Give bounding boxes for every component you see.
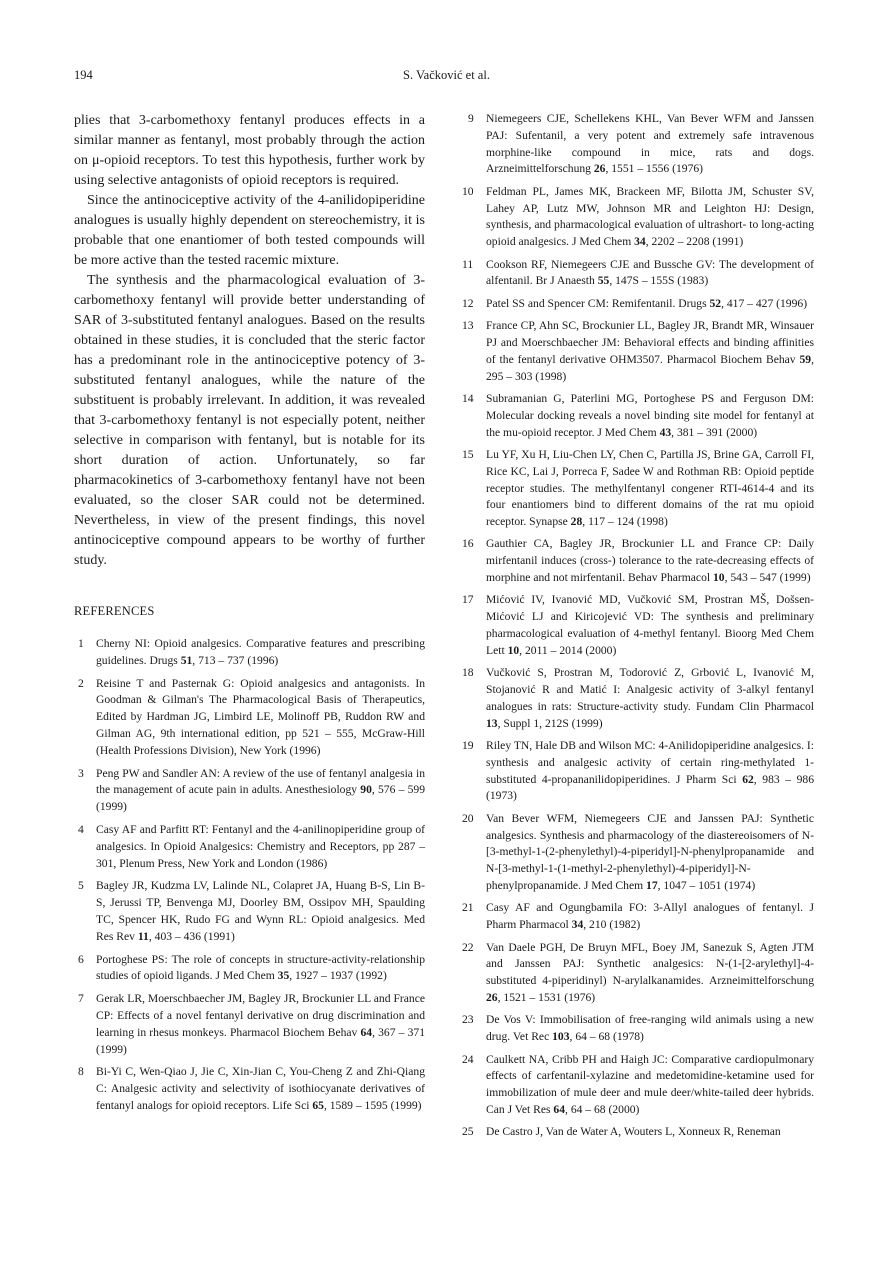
reference-text [486, 536, 814, 586]
reference-citation: Cherny NI: Opioid analgesics. Comparative features and prescribing guidelines. Drugs [96, 637, 425, 667]
reference-citation: Casy AF and Ogungbamila FO: 3-Allyl analogues of fentanyl. J Pharm Pharmacol [486, 901, 814, 932]
reference-item [462, 592, 814, 659]
reference-item [462, 1124, 814, 1141]
references-list-left [74, 636, 425, 1121]
reference-volume: 59 [799, 352, 812, 366]
reference-citation: Mićović IV, Ivanović MD, Vučković SM, Prostran MŠ, Došsen-Mićović LJ and Kiricojević VD: The synthesis and preliminary pharmacological evaluation of 4-methyl fentanyl. Bioorg Med Chem Lett [486, 593, 814, 657]
reference-pages: , 295 – 303 (1998) [486, 352, 814, 383]
reference-text [486, 811, 814, 895]
reference-citation: Reisine T and Pasternak G: Opioid analgesics and antagonists. In Goodman & Gilman's The Pharmacological Basis of Therapeutics, Edited by Hardman JG, Limbird LE, Molinoff PB, Ruddon RW and Gilman AG, 9th international edition, pp 521 – 555, McGraw-Hill (Health Professions Division), New York (1996) [96, 676, 425, 757]
reference-volume: 62 [742, 772, 754, 786]
reference-volume: 52 [709, 296, 722, 310]
reference-text [486, 391, 814, 441]
reference-item [462, 940, 814, 1007]
reference-number: 20 [462, 811, 474, 825]
reference-item [462, 184, 814, 251]
reference-volume: 26 [486, 990, 498, 1004]
reference-citation: Gerak LR, Moerschbaecher JM, Bagley JR, Brockunier LL and France CP: Effects of a novel fentanyl derivative on drug discrimination and learning in rhesus monkeys. Pharmacol Biochem Behav [96, 992, 425, 1039]
reference-volume: 51 [180, 653, 193, 667]
body-paragraph: Since the antinociceptive activity of the 4-anilidopiperidine analogues is usually highly dependent on stereochemistry, it is probable that one enantiomer of both tested compounds will be more active than the tested racemic mixture. [74, 193, 425, 268]
reference-number: 18 [462, 666, 474, 680]
body-paragraph: The synthesis and the pharmacological evaluation of 3-carbomethoxy fentanyl will provide better understanding of SAR of 3-substituted fentanyl analogues. Based on the results obtained in these studies, it is concluded that the steric factor has a predominant role in the antinociceptive potency of 3-substituted fentanyl analogues, while the nature of the substituent is probably irrelevant. In addition, it was revealed that 3-carbomethoxy fentanyl is not especially potent, neither selective in comparison with fentanyl, but is notable for its short duration of action. Unfortunately, so far pharmacokinetics of 3-carbomethoxy fentanyl have not been evaluated, so the closer SAR could not be determined. Nevertheless, in view of the present findings, this novel antinociceptive compound appears to be worthy of further study. [74, 273, 425, 568]
reference-volume: 11 [137, 929, 149, 943]
reference-citation: Van Bever WFM, Niemegeers CJE and Janssen PAJ: Synthetic analgesics. Synthesis and pharmacology of the diastereoisomers of N-[3-methyl-1-(2-phenylethyl)-4-piperidyl]-N-phenylpropanamide and N-[3-methyl-1-(1-methyl-2-phenylethyl)-4-piperidyl]-N-phenylpropanamide. J Med Chem [486, 811, 814, 892]
reference-number: 21 [462, 901, 474, 915]
reference-text [486, 738, 814, 805]
reference-pages: , 2202 – 2208 (1991) [645, 235, 744, 249]
reference-volume: 43 [659, 425, 672, 439]
reference-citation: France CP, Ahn SC, Brockunier LL, Bagley JR, Brandt MR, Winsauer PJ and Moerschbaecher JM: Behavioral effects and binding affinities of the fentanyl derivative OHM3507. Pharmacol Biochem Behav [486, 319, 814, 366]
reference-pages: , 403 – 436 (1991) [148, 929, 235, 943]
body-text [74, 111, 425, 571]
page-number: 194 [74, 68, 93, 82]
reference-text [486, 184, 814, 251]
reference-citation: Patel SS and Spencer CM: Remifentanil. Drugs [486, 296, 710, 310]
reference-text [486, 592, 814, 659]
reference-citation: Bi-Yi C, Wen-Qiao J, Jie C, Xin-Jian C, You-Cheng Z and Zhi-Qiang C: Analgesic activity and selectivity of isothiocyanate derivatives of fentanyl analogs for opioid receptors. Life Sci [96, 1065, 425, 1112]
reference-pages: , 1047 – 1051 (1974) [657, 879, 756, 892]
reference-text [486, 1052, 814, 1119]
reference-citation: De Castro J, Van de Water A, Wouters L, Xonneux R, Reneman [486, 1125, 781, 1139]
reference-item [462, 111, 814, 178]
reference-text [486, 296, 814, 313]
reference-number: 15 [462, 447, 474, 461]
reference-text [486, 1124, 814, 1141]
reference-volume: 35 [277, 969, 290, 983]
reference-pages: , 2011 – 2014 (2000) [519, 643, 617, 657]
reference-text [96, 822, 425, 872]
reference-volume: 64 [360, 1025, 373, 1039]
reference-item [74, 636, 425, 670]
reference-volume: 103 [552, 1030, 570, 1044]
reference-citation: Niemegeers CJE, Schellekens KHL, Van Bever WFM and Janssen PAJ: Sufentanil, a very potent and extremely safe intravenous morphine-like compound in mice, rats and dogs. Arzneimittelforschung [486, 112, 814, 176]
reference-text [486, 111, 814, 178]
reference-volume: 65 [312, 1098, 324, 1112]
reference-pages: , 64 – 68 (2000) [565, 1102, 640, 1116]
references-list-right [462, 111, 814, 1147]
reference-number: 17 [462, 593, 474, 607]
reference-citation: Van Daele PGH, De Bruyn MFL, Boey JM, Sanezuk S, Agten JTM and Janssen PAJ: Synthetic analgesics: N-(1-[2-arylethyl]-4-substituted 4-piperidinyl) N-arylalkanamides. Arzneimittelforschung [486, 940, 814, 988]
reference-item [74, 1064, 425, 1114]
reference-text [486, 900, 814, 934]
references-heading: REFERENCES [74, 604, 155, 618]
reference-volume: 13 [486, 716, 498, 730]
reference-item [462, 811, 814, 895]
reference-item [462, 665, 814, 732]
reference-citation: Vučković S, Prostran M, Todorović Z, Grbović L, Ivanović M, Stojanović R and Matić I: Analgesic activity of 3-alkyl fentanyl analogues in rats: Structure-activity study. Fundam Clin Pharmacol [486, 666, 814, 713]
reference-pages: , 1589 – 1595 (1999) [323, 1098, 422, 1112]
reference-citation: Peng PW and Sandler AN: A review of the use of fentanyl analgesia in the management of acute pain in adults. Anesthesiology [96, 766, 425, 797]
reference-volume: 17 [646, 879, 658, 892]
reference-citation: Cookson RF, Niemegeers CJE and Bussche GV: The development of alfentanil. Br J Anaesth [486, 257, 814, 288]
reference-pages: , 367 – 371 (1999) [96, 1025, 425, 1056]
reference-item [462, 296, 814, 313]
reference-text [96, 766, 425, 816]
reference-text [486, 257, 814, 291]
reference-pages: , Suppl 1, 212S (1999) [497, 716, 603, 730]
reference-item [462, 391, 814, 441]
reference-number: 13 [462, 319, 474, 333]
reference-number: 4 [78, 822, 84, 836]
reference-pages: , 117 – 124 (1998) [582, 515, 668, 529]
reference-volume: 10 [507, 643, 520, 657]
reference-citation: Portoghese PS: The role of concepts in structure-activity-relationship studies of opioid ligands. J Med Chem [96, 952, 425, 983]
reference-volume: 28 [570, 515, 583, 529]
reference-volume: 55 [597, 274, 610, 288]
reference-number: 23 [462, 1013, 474, 1027]
reference-number: 1 [78, 637, 84, 650]
reference-item [74, 822, 425, 872]
reference-text [96, 676, 425, 760]
reference-pages: , 1521 – 1531 (1976) [497, 990, 596, 1004]
reference-number: 12 [462, 296, 474, 310]
reference-number: 19 [462, 739, 474, 753]
reference-number: 24 [462, 1052, 474, 1066]
reference-volume: 34 [571, 918, 584, 932]
reference-text [486, 665, 814, 732]
reference-text [486, 447, 814, 531]
reference-number: 6 [78, 952, 84, 966]
reference-number: 25 [462, 1125, 474, 1139]
reference-number: 10 [462, 184, 474, 198]
reference-volume: 26 [593, 162, 606, 176]
reference-text [96, 878, 425, 945]
reference-text [96, 636, 425, 670]
reference-citation: Bagley JR, Kudzma LV, Lalinde NL, Colapret JA, Huang B-S, Lin B-S, Jerussi TP, Benvenga MJ, Doorley BM, Ossipov MH, Spaulding TC, Spencer HK, Rudo FG and Wynn RL: Opioid analgesics. Med Res Rev [96, 879, 425, 943]
reference-volume: 10 [712, 571, 725, 585]
reference-item [462, 257, 814, 291]
reference-item [74, 952, 425, 986]
reference-pages: , 543 – 547 (1999) [724, 571, 811, 585]
reference-number: 3 [78, 766, 84, 780]
reference-item [462, 1052, 814, 1119]
reference-item [462, 900, 814, 934]
reference-number: 14 [462, 391, 474, 405]
reference-item [462, 536, 814, 586]
reference-pages: , 381 – 391 (2000) [671, 425, 758, 439]
reference-citation: De Vos V: Immobilisation of free-ranging wild animals using a new drug. Vet Rec [486, 1013, 814, 1044]
reference-volume: 34 [634, 235, 646, 249]
reference-pages: , 576 – 599 (1999) [96, 783, 426, 814]
reference-item [74, 991, 425, 1058]
reference-volume: 90 [360, 783, 372, 797]
reference-volume: 64 [553, 1102, 566, 1116]
reference-number: 7 [78, 992, 84, 1006]
reference-pages: , 210 (1982) [583, 918, 641, 932]
reference-item [74, 878, 425, 945]
reference-citation: Feldman PL, James MK, Brackeen MF, Bilotta JM, Schuster SV, Lahey AP, Lutz MW, Johnson MR and Leighton HJ: Design, synthesis, and pharmacological evaluation of ultrashort- to long-acting opioid analgesics. J Med Chem [486, 184, 814, 249]
reference-citation: Subramanian G, Paterlini MG, Portoghese PS and Ferguson DM: Molecular docking reveals a novel binding site model for fentanyl at the mu-opioid receptor. J Med Chem [486, 391, 814, 439]
running-head: S. Vačković et al. [403, 68, 490, 82]
body-paragraph: plies that 3-carbomethoxy fentanyl produces effects in a similar manner as fentanyl, most probably through the action on μ-opioid receptors. To test this hypothesis, further work by using selective antagonists of opioid receptors is required. [74, 113, 425, 188]
reference-number: 22 [462, 940, 474, 954]
reference-citation: Lu YF, Xu H, Liu-Chen LY, Chen C, Partilla JS, Brine GA, Carroll FI, Rice KC, Lai J, Porreca F, Sadee W and Rothman RB: Opioid peptide receptor studies. The methylfentanyl congener RTI-4614-4 and its four enantiomers bind to different domains of the rat mu opioid receptor. Synapse [486, 447, 814, 529]
reference-pages: , 713 – 737 (1996) [192, 653, 279, 667]
reference-number: 5 [78, 879, 84, 893]
reference-number: 2 [78, 676, 84, 690]
reference-pages: , 983 – 986 (1973) [486, 772, 815, 803]
reference-item [462, 1012, 814, 1046]
reference-number: 11 [462, 257, 474, 271]
reference-item [74, 766, 425, 816]
reference-text [96, 952, 425, 986]
reference-number: 8 [78, 1065, 84, 1079]
reference-citation: Riley TN, Hale DB and Wilson MC: 4-Anilidopiperidine analgesics. I: synthesis and analgesic activity of certain ring-methylated 1-substituted 4-propananilidopiperidines. J Pharm Sci [486, 739, 814, 786]
reference-pages: , 1927 – 1937 (1992) [289, 969, 387, 983]
reference-text [96, 991, 425, 1058]
reference-citation: Casy AF and Parfitt RT: Fentanyl and the 4-anilinopiperidine group of analgesics. In Opioid Analgesics: Chemistry and Receptors, pp 287 – 301, Plenum Press, New York and London (1986) [96, 822, 425, 870]
reference-pages: , 1551 – 1556 (1976) [605, 162, 704, 176]
reference-citation: Caulkett NA, Cribb PH and Haigh JC: Comparative cardiopulmonary effects of carfentanil-xylazine and medetomidine-ketamine used for immobilization of mule deer and mule deer/white-tailed deer hybrids. Can J Vet Res [486, 1052, 814, 1116]
reference-citation: Gauthier CA, Bagley JR, Brockunier LL and France CP: Daily mirfentanil induces (cross-) tolerance to the rate-decreasing effects of morphine and not mirfentanil. Behav Pharmacol [486, 537, 814, 585]
reference-item [462, 738, 814, 805]
reference-text [486, 318, 814, 385]
reference-pages: , 147S – 155S (1983) [609, 274, 709, 288]
reference-number: 9 [468, 112, 474, 125]
reference-item [462, 318, 814, 385]
reference-item [462, 447, 814, 531]
reference-text [96, 1064, 425, 1114]
reference-text [486, 1012, 814, 1046]
reference-text [486, 940, 814, 1007]
reference-pages: , 64 – 68 (1978) [569, 1030, 644, 1044]
reference-number: 16 [462, 537, 474, 551]
reference-item [74, 676, 425, 760]
reference-pages: , 417 – 427 (1996) [721, 296, 808, 310]
